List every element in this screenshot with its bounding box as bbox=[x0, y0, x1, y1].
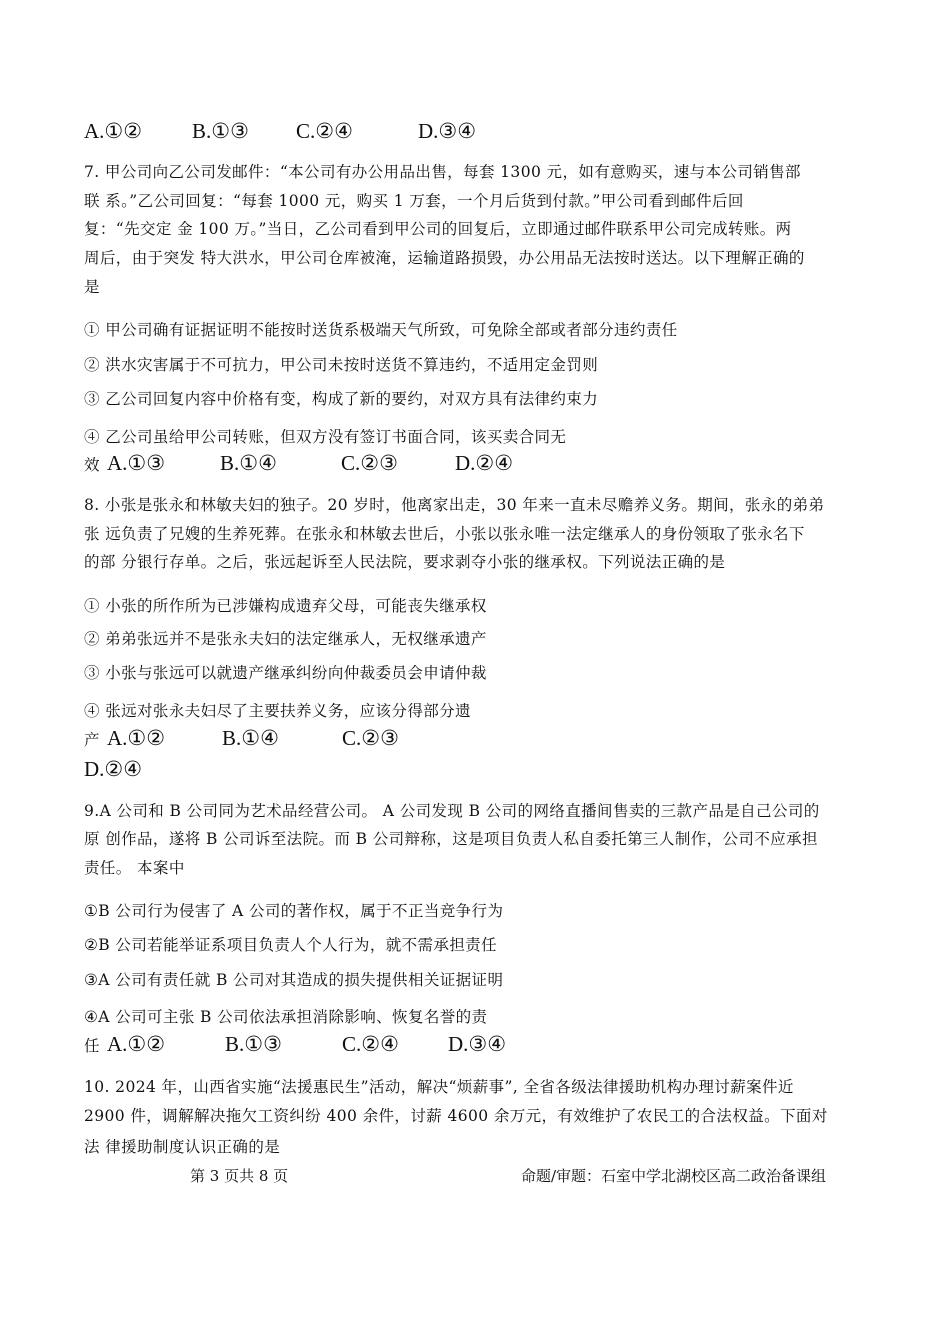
q8-stem-line: 的部 分银行存单。之后，张远起诉至人民法院，要求剥夺小张的继承权。下列说法正确的是 bbox=[84, 553, 726, 571]
q9-options bbox=[84, 1031, 507, 1060]
q8-item: ① 小张的所作所为已涉嫌构成遗弃父母，可能丧失继承权 bbox=[84, 597, 487, 615]
q9-option-b[interactable]: B.①③ bbox=[225, 1032, 282, 1056]
q9-item: ①B 公司行为侵害了 A 公司的著作权，属于不正当竞争行为 bbox=[84, 902, 504, 920]
q8-option-b[interactable]: B.①④ bbox=[222, 726, 279, 750]
q10-stem-line: 10. 2024 年，山西省实施“法援惠民生”活动，解决“烦薪事”, 全省各级法律援助机构办理讨薪案件近 bbox=[84, 1078, 794, 1096]
q8-item: ② 弟弟张远并不是张永夫妇的法定继承人，无权继承遗产 bbox=[84, 630, 487, 648]
q9-option-d[interactable]: D.③④ bbox=[448, 1032, 507, 1056]
q9-item: ②B 公司若能举证系项目负责人个人行为，就不需承担责任 bbox=[84, 936, 498, 954]
q9-item: ③A 公司有责任就 B 公司对其造成的损失提供相关证据证明 bbox=[84, 971, 504, 989]
q7-stem-line: 是 bbox=[84, 278, 100, 296]
q8-stem-line: 张 远负责了兄嫂的生养死葬。在张永和林敏去世后，小张以张永唯一法定继承人的身份领取了张永名下 bbox=[84, 525, 805, 543]
q6-option-c[interactable]: C.②④ bbox=[296, 119, 353, 143]
q7-options-prefix: 效 bbox=[84, 457, 100, 474]
q7-stem-line: 周后，由于突发 特大洪水，甲公司仓库被淹，运输道路损毁，办公用品无法按时送达。以下理解正确的 bbox=[84, 249, 805, 267]
q9-option-c[interactable]: C.②④ bbox=[342, 1032, 399, 1056]
q9-stem-line: 9.A 公司和 B 公司同为艺术品经营公司。 A 公司发现 B 公司的网络直播间售卖的三款产品是自己公司的 bbox=[84, 802, 820, 820]
q6-option-b[interactable]: B.①③ bbox=[192, 119, 249, 143]
q8-options-prefix: 产 bbox=[84, 732, 100, 749]
page-number: 第 3 页共 8 页 bbox=[190, 1167, 289, 1185]
q7-option-d[interactable]: D.②④ bbox=[455, 451, 514, 475]
footer-author: 命题/审题：石室中学北湖校区高二政治备课组 bbox=[521, 1167, 827, 1185]
q7-stem-line: 7. 甲公司向乙公司发邮件：“本公司有办公用品出售，每套 1300 元，如有意购买，速与本公司销售部 bbox=[84, 163, 801, 181]
q6-option-d[interactable]: D.③④ bbox=[418, 119, 477, 143]
q7-item: ④ 乙公司虽给甲公司转账，但双方没有签订书面合同，该买卖合同无 bbox=[84, 428, 567, 446]
q8-stem-line: 8. 小张是张永和林敏夫妇的独子。20 岁时，他离家出走，30 年来一直未尽赡养义务。期间，张永的弟弟 bbox=[84, 496, 825, 514]
q9-options-prefix: 任 bbox=[84, 1038, 100, 1055]
q10-stem-line: 2900 件，调解解决拖欠工资纠纷 400 余件，讨薪 4600 余万元，有效维护了农民工的合法权益。下面对 bbox=[84, 1107, 828, 1125]
q9-stem-line: 原 创作品，遂将 B 公司诉至法院。而 B 公司辩称，这是项目负责人私自委托第三人制作，公司不应承担 bbox=[84, 830, 818, 848]
q8-option-c[interactable]: C.②③ bbox=[342, 726, 399, 750]
q8-item: ③ 小张与张远可以就遗产继承纠纷向仲裁委员会申请仲裁 bbox=[84, 664, 487, 682]
q8-options bbox=[84, 725, 399, 754]
q9-option-a[interactable]: A.①② bbox=[107, 1032, 166, 1056]
q6-option-a[interactable]: A.①② bbox=[84, 119, 143, 143]
q7-stem-line: 复：“先交定 金 100 万。”当日，乙公司看到甲公司的回复后，立即通过邮件联系甲公司完成转账。两 bbox=[84, 220, 792, 238]
q7-item: ① 甲公司确有证据证明不能按时送货系极端天气所致，可免除全部或者部分违约责任 bbox=[84, 321, 678, 339]
q7-stem-line: 联 系。”乙公司回复：“每套 1000 元，购买 1 万套，一个月后货到付款。”甲公司看到邮件后回 bbox=[84, 192, 744, 210]
q7-options bbox=[84, 450, 514, 479]
q7-item: ② 洪水灾害属于不可抗力，甲公司未按时送货不算违约，不适用定金罚则 bbox=[84, 356, 599, 374]
q8-item: ④ 张远对张永夫妇尽了主要扶养义务，应该分得部分遗 bbox=[84, 702, 471, 720]
q7-option-c[interactable]: C.②③ bbox=[341, 451, 398, 475]
q9-stem-line: 责任。 本案中 bbox=[84, 859, 185, 877]
q10-stem-line: 法 律援助制度认识正确的是 bbox=[84, 1138, 281, 1156]
q8-option-a[interactable]: A.①② bbox=[107, 726, 166, 750]
q8-option-d[interactable]: D.②④ bbox=[84, 757, 143, 781]
q7-item: ③ 乙公司回复内容中价格有变，构成了新的要约，对双方具有法律约束力 bbox=[84, 390, 599, 408]
q9-item: ④A 公司可主张 B 公司依法承担消除影响、恢复名誉的责 bbox=[84, 1008, 488, 1026]
q7-option-a[interactable]: A.①③ bbox=[107, 451, 166, 475]
q7-option-b[interactable]: B.①④ bbox=[220, 451, 277, 475]
